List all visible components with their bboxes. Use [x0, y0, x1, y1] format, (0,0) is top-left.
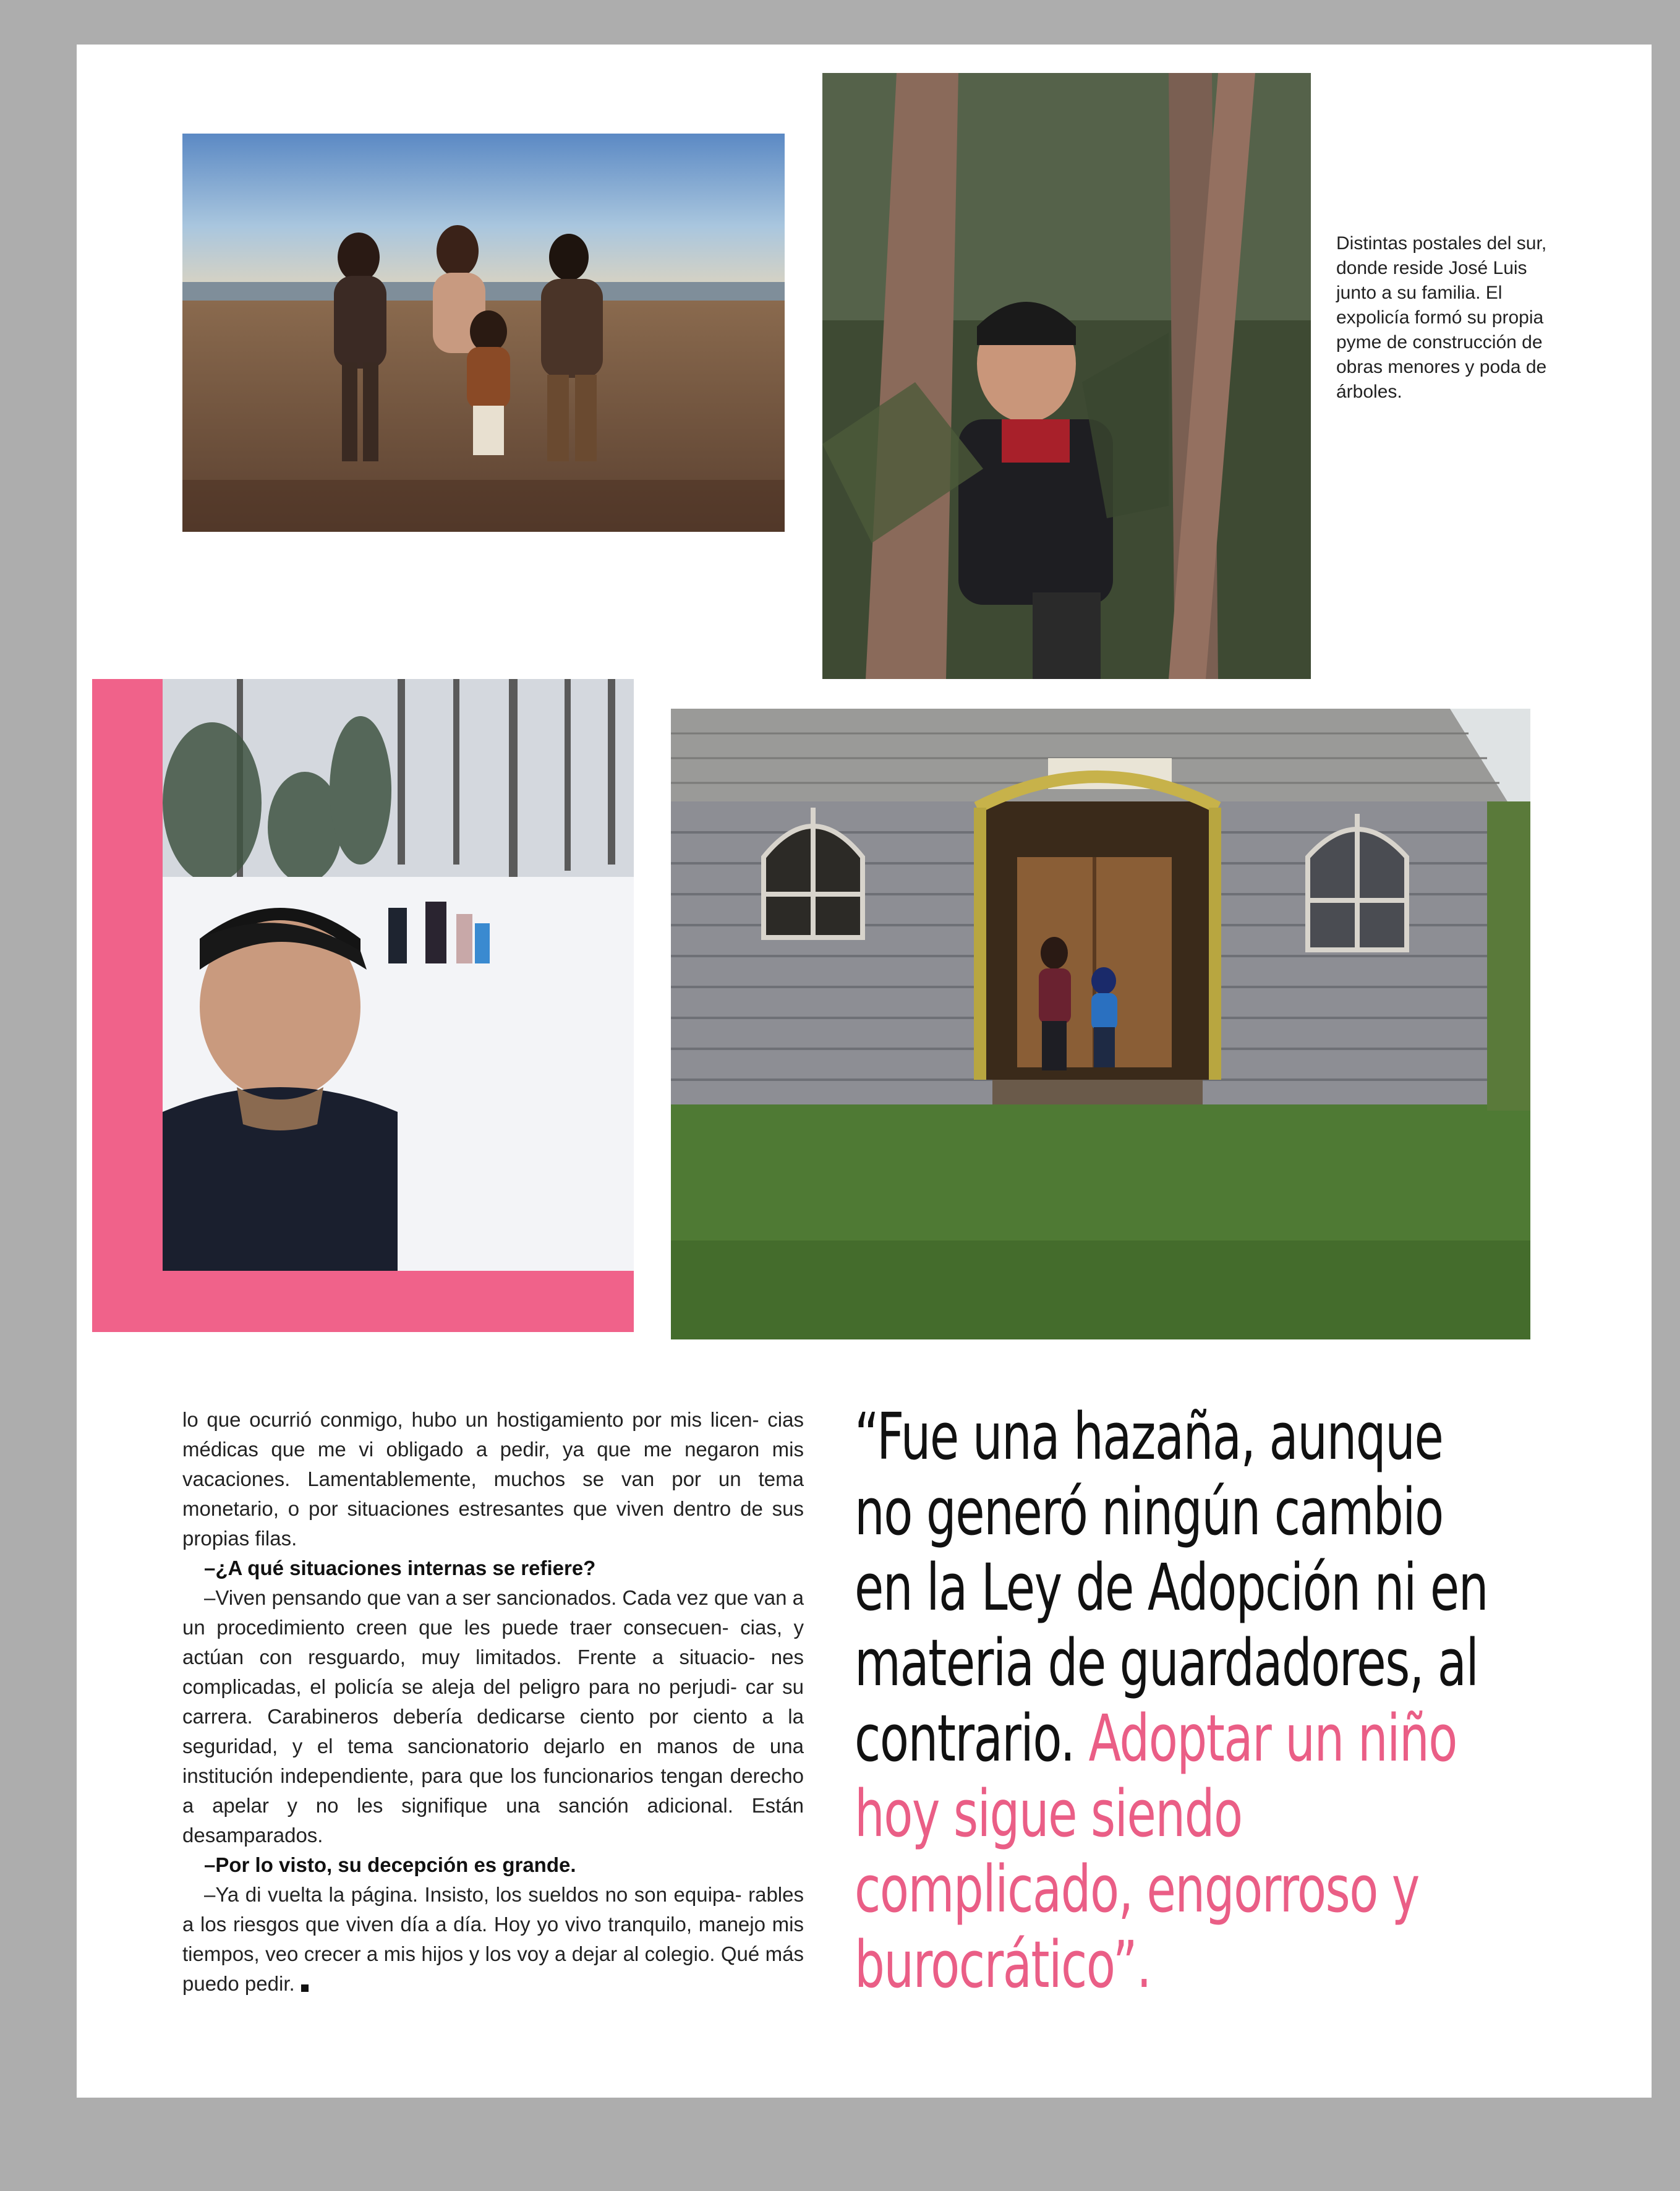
caption-line: junto a su familia. El	[1336, 283, 1503, 303]
interview-answer-text: –Ya di vuelta la página. Insisto, los sueldos no son equipa- rables a los riesgos que viven día a día. Hoy yo vivo tranquilo, manejo mis tiempos, veo crecer a mis hijos y los voy a dejar al colegio. Qué más puedo pedir.	[182, 1883, 804, 1995]
caption-line: expolicía formó su propia	[1336, 307, 1544, 328]
snow-selfie-photo	[163, 679, 634, 1271]
photo-caption	[1336, 231, 1584, 404]
interview-question: –Por lo visto, su decepción es grande.	[204, 1853, 576, 1876]
pull-quote	[855, 1399, 1488, 2002]
pull-quote-dark-segment: contrario.	[855, 1701, 1075, 1776]
pull-quote-line-mixed	[855, 1701, 1457, 1776]
caption-line: árboles.	[1336, 382, 1402, 402]
caption-line: donde reside José Luis	[1336, 258, 1527, 278]
beach-family-photo	[182, 134, 785, 532]
article-body	[182, 1405, 804, 1999]
pull-quote-line: en la Ley de Adopción ni en	[855, 1550, 1488, 1625]
forest-boy-photo	[822, 73, 1311, 679]
church-photo	[671, 709, 1530, 1339]
interview-answer: –Viven pensando que van a ser sancionados. Cada vez que van a un procedimiento creen que les puede traer consecuen- cias, y actúan con resguardo, muy limitados. Frente a situacio- nes complicadas, el policía se aleja del peligro para no perjudi- car su carrera. Carabineros debería dedicarse ciento por ciento a la seguridad, y el tema sancionatorio dejarlo en manos de una institución independiente, para que los funcionarios tengan derecho a apelar y no les signifique una sanción adicional. Están desamparados.	[182, 1586, 804, 1847]
interview-answer	[182, 1880, 804, 1999]
pull-quote-pink-segment: Adoptar un niño	[1088, 1701, 1457, 1776]
pull-quote-line: “Fue una hazaña, aunque	[855, 1399, 1443, 1474]
magazine-page	[77, 45, 1652, 2098]
article-paragraph: lo que ocurrió conmigo, hubo un hostigamiento por mis licen- cias médicas que me vi obligado a pedir, ya que me negaron mis vacaciones. Lamentablemente, muchos se van por un tema monetario, o por situaciones estresantes que viven dentro de sus propias filas.	[182, 1408, 804, 1550]
caption-line: obras menores y poda de	[1336, 357, 1547, 377]
pink-frame-vertical	[92, 679, 163, 1332]
pull-quote-line: no generó ningún cambio	[855, 1474, 1443, 1550]
end-mark-icon	[301, 1984, 309, 1992]
interview-question: –¿A qué situaciones internas se refiere?	[204, 1557, 596, 1579]
caption-line: Distintas postales del sur,	[1336, 233, 1547, 254]
pull-quote-pink-line: complicado, engorroso y	[855, 1851, 1419, 1927]
pink-frame-horizontal	[92, 1271, 634, 1332]
caption-line: pyme de construcción de	[1336, 332, 1543, 352]
pull-quote-line: materia de guardadores, al	[855, 1625, 1478, 1701]
pull-quote-pink-line: burocrático”.	[855, 1927, 1151, 2002]
pull-quote-pink-line: hoy sigue siendo	[855, 1776, 1242, 1851]
